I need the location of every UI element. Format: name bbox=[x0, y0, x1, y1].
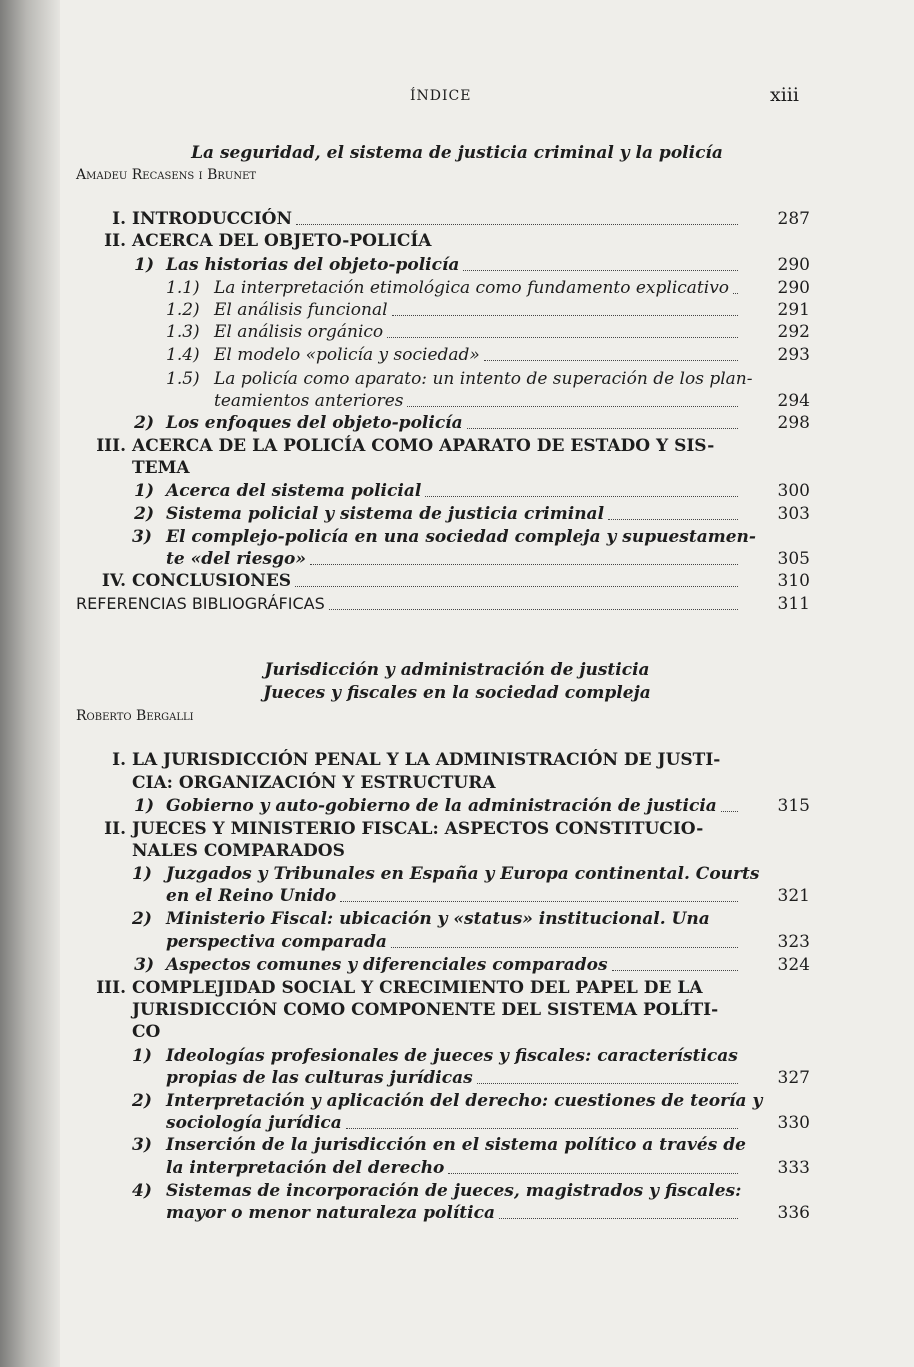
header-page-number: xiii bbox=[770, 84, 799, 106]
entry-label: Los enfoques del objeto-policía bbox=[166, 413, 463, 433]
toc-entry bbox=[166, 277, 742, 299]
entry-label: La interpretación etimológica como fundamento explicativo bbox=[214, 278, 730, 298]
section-subtitle: Jueces y fiscales en la sociedad compleja bbox=[263, 683, 651, 703]
entry-page: 298 bbox=[777, 413, 810, 433]
entry-number: 1.5) bbox=[166, 369, 200, 389]
toc-entry-line1 bbox=[132, 863, 766, 885]
entry-number: 2) bbox=[132, 909, 152, 929]
toc-entry bbox=[134, 254, 742, 276]
toc-entry bbox=[166, 321, 742, 343]
leader-dots bbox=[346, 1127, 738, 1129]
leader-dots bbox=[295, 585, 738, 587]
entry-number: III. bbox=[96, 978, 126, 998]
toc-entry bbox=[166, 344, 742, 366]
toc-entry bbox=[214, 390, 742, 412]
entry-page: 323 bbox=[777, 932, 810, 952]
toc-entry bbox=[166, 1202, 742, 1224]
entry-number: IV. bbox=[101, 571, 126, 591]
entry-number: 3) bbox=[134, 955, 154, 975]
section-title: Jurisdicción y administración de justicia bbox=[264, 660, 650, 680]
toc-entry bbox=[134, 954, 742, 976]
entry-label-continued: teamientos anteriores bbox=[214, 391, 404, 411]
entry-label-continued: en el Reino Unido bbox=[166, 886, 337, 906]
leader-dots bbox=[733, 292, 738, 294]
entry-number: 2) bbox=[132, 1091, 152, 1111]
entry-label: ACERCA DE LA POLICÍA COMO APARATO DE ESTADO Y SIS- bbox=[132, 436, 715, 456]
entry-label-continued: TEMA bbox=[132, 458, 190, 478]
entry-label: Juzgados y Tribunales en España y Europa continental. Courts bbox=[166, 864, 760, 884]
entry-label: Sistemas de incorporación de jueces, magistrados y fiscales: bbox=[166, 1181, 742, 1201]
toc-entry bbox=[134, 795, 742, 817]
header-title: ÍNDICE bbox=[410, 88, 472, 104]
entry-label: La policía como aparato: un intento de superación de los plan- bbox=[214, 369, 753, 389]
toc-entry bbox=[166, 931, 742, 953]
toc-entry-line1 bbox=[96, 977, 772, 999]
entry-page: 333 bbox=[777, 1158, 810, 1178]
entry-label-continued: la interpretación del derecho bbox=[166, 1158, 445, 1178]
toc-entry-line1 bbox=[132, 1134, 766, 1156]
entry-page: 291 bbox=[777, 300, 810, 320]
leader-dots bbox=[463, 269, 738, 271]
entry-number: 1) bbox=[134, 796, 154, 816]
leader-dots bbox=[467, 427, 738, 429]
entry-page: 294 bbox=[777, 391, 810, 411]
entry-number: II. bbox=[104, 231, 126, 251]
entry-number: 1.3) bbox=[166, 322, 200, 342]
entry-number: 4) bbox=[132, 1181, 152, 1201]
toc-entry-line1 bbox=[132, 908, 766, 930]
entry-label: Acerca del sistema policial bbox=[166, 481, 422, 501]
entry-label: COMPLEJIDAD SOCIAL Y CRECIMIENTO DEL PAPEL DE LA bbox=[132, 978, 703, 998]
entry-page: 336 bbox=[777, 1203, 810, 1223]
toc-entry bbox=[166, 885, 742, 907]
entry-number: 2) bbox=[134, 413, 154, 433]
entry-page: 321 bbox=[777, 886, 810, 906]
toc-entry bbox=[101, 570, 742, 592]
entry-label-continued: sociología jurídica bbox=[166, 1113, 342, 1133]
leader-dots bbox=[721, 810, 738, 812]
toc-entry bbox=[104, 230, 742, 252]
toc-entry bbox=[166, 299, 742, 321]
entry-label: Inserción de la jurisdicción en el sistema político a través de bbox=[166, 1135, 746, 1155]
toc-entry bbox=[76, 593, 742, 615]
section-author: Amadeu Recasens i Brunet bbox=[76, 167, 257, 183]
toc-entry bbox=[166, 1112, 742, 1134]
page-header bbox=[0, 84, 914, 110]
leader-dots bbox=[612, 969, 738, 971]
entry-page: 311 bbox=[777, 594, 810, 614]
leader-dots bbox=[407, 405, 738, 407]
leader-dots bbox=[391, 946, 738, 948]
entry-label: Interpretación y aplicación del derecho: cuestiones de teoría y bbox=[166, 1091, 763, 1111]
entry-page: 315 bbox=[777, 796, 810, 816]
entry-page: 293 bbox=[777, 345, 810, 365]
entry-number: II. bbox=[104, 819, 126, 839]
entry-page: 292 bbox=[777, 322, 810, 342]
entry-page: 330 bbox=[777, 1113, 810, 1133]
entry-label: El análisis funcional bbox=[214, 300, 388, 320]
leader-dots bbox=[448, 1172, 738, 1174]
entry-number: I. bbox=[112, 209, 126, 229]
entry-number: 1.4) bbox=[166, 345, 200, 365]
leader-dots bbox=[340, 900, 738, 902]
entry-label: Gobierno y auto-gobierno de la administración de justicia bbox=[166, 796, 717, 816]
toc-entry-line1 bbox=[132, 1180, 766, 1202]
toc-entry-line1 bbox=[132, 1045, 766, 1067]
entry-label-continued: propias de las culturas jurídicas bbox=[166, 1068, 473, 1088]
entry-label: LA JURISDICCIÓN PENAL Y LA ADMINISTRACIÓN DE JUSTI- bbox=[132, 750, 721, 770]
leader-dots bbox=[387, 336, 738, 338]
entry-label: Ministerio Fiscal: ubicación y «status» institucional. Una bbox=[166, 909, 710, 929]
entry-label: Las historias del objeto-policía bbox=[166, 255, 460, 275]
entry-number: I. bbox=[112, 750, 126, 770]
entry-page: 303 bbox=[777, 504, 810, 524]
entry-page: 324 bbox=[777, 955, 810, 975]
entry-number: 1.2) bbox=[166, 300, 200, 320]
leader-dots bbox=[484, 359, 738, 361]
entry-label-continued: mayor o menor naturaleza política bbox=[166, 1203, 495, 1223]
toc-entry bbox=[166, 548, 742, 570]
toc-entry bbox=[134, 480, 742, 502]
toc-entry bbox=[112, 208, 742, 230]
entry-label: JUECES Y MINISTERIO FISCAL: ASPECTOS CONSTITUCIO- bbox=[132, 819, 704, 839]
toc-entry-line1 bbox=[104, 818, 762, 840]
leader-dots bbox=[329, 608, 738, 610]
entry-page: 305 bbox=[777, 549, 810, 569]
toc-entry bbox=[166, 1067, 742, 1089]
leader-dots bbox=[425, 495, 738, 497]
entry-label: Ideologías profesionales de jueces y fiscales: características bbox=[166, 1046, 738, 1066]
entry-label: Sistema policial y sistema de justicia criminal bbox=[166, 504, 605, 524]
entry-number: 3) bbox=[132, 1135, 152, 1155]
entry-number: 1) bbox=[134, 481, 154, 501]
leader-dots bbox=[310, 563, 738, 565]
leader-dots bbox=[608, 518, 738, 520]
entry-number: 1) bbox=[134, 255, 154, 275]
entry-number: III. bbox=[96, 436, 126, 456]
toc-entry-line1 bbox=[132, 526, 766, 548]
entry-number: 1.1) bbox=[166, 278, 200, 298]
leader-dots bbox=[499, 1217, 738, 1219]
entry-label-continued: NALES COMPARADOS bbox=[132, 841, 345, 861]
toc-entry bbox=[166, 1157, 742, 1179]
entry-label: El complejo-policía en una sociedad compleja y supuestamen- bbox=[166, 527, 756, 547]
entry-page: 287 bbox=[777, 209, 810, 229]
toc-entry-line1 bbox=[132, 1090, 766, 1112]
entry-page: 290 bbox=[777, 278, 810, 298]
entry-label: El análisis orgánico bbox=[214, 322, 384, 342]
entry-label-continued: JURISDICCIÓN COMO COMPONENTE DEL SISTEMA POLÍTI- bbox=[132, 1000, 719, 1020]
entry-label-continued: CO bbox=[132, 1022, 161, 1042]
entry-page: 290 bbox=[777, 255, 810, 275]
toc-entry-line1 bbox=[96, 435, 762, 457]
leader-dots bbox=[477, 1082, 738, 1084]
entry-label: ACERCA DEL OBJETO-POLICÍA bbox=[132, 231, 432, 251]
toc-entry-line1 bbox=[166, 368, 754, 390]
entry-page: 300 bbox=[777, 481, 810, 501]
entry-label-continued: te «del riesgo» bbox=[166, 549, 306, 569]
entry-label: Aspectos comunes y diferenciales comparados bbox=[166, 955, 608, 975]
leader-dots bbox=[392, 314, 738, 316]
entry-label: CONCLUSIONES bbox=[132, 571, 292, 591]
entry-label: REFERENCIAS BIBLIOGRÁFICAS bbox=[76, 594, 325, 613]
entry-page: 310 bbox=[777, 571, 810, 591]
entry-label: El modelo «policía y sociedad» bbox=[214, 345, 480, 365]
entry-number: 2) bbox=[134, 504, 154, 524]
toc-entry bbox=[134, 503, 742, 525]
leader-dots bbox=[296, 223, 738, 225]
entry-label: INTRODUCCIÓN bbox=[132, 209, 293, 229]
entry-number: 1) bbox=[132, 1046, 152, 1066]
toc-entry bbox=[134, 412, 742, 434]
section-title: La seguridad, el sistema de justicia criminal y la policía bbox=[191, 143, 723, 163]
entry-page: 327 bbox=[777, 1068, 810, 1088]
entry-number: 3) bbox=[132, 527, 152, 547]
entry-label-continued: CIA: ORGANIZACIÓN Y ESTRUCTURA bbox=[132, 773, 496, 793]
entry-number: 1) bbox=[132, 864, 152, 884]
section-author: Roberto Bergalli bbox=[76, 708, 194, 724]
toc-entry-line1 bbox=[112, 749, 762, 771]
entry-label-continued: perspectiva comparada bbox=[166, 932, 387, 952]
